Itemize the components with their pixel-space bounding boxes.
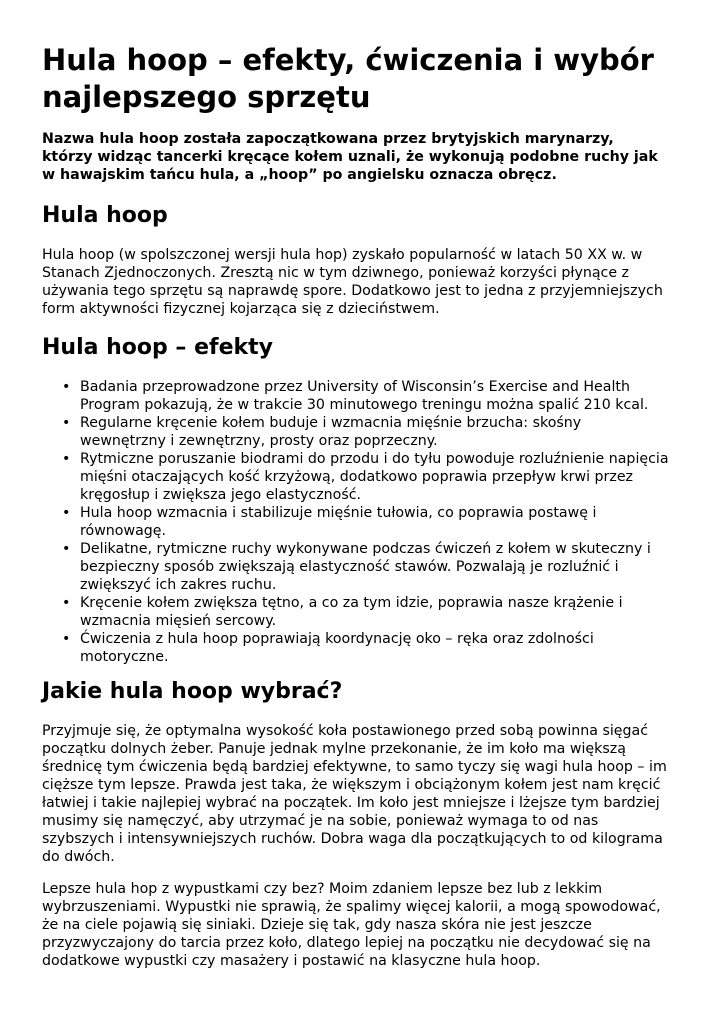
list-item	[80, 540, 669, 594]
benefits-list	[42, 378, 669, 666]
list-item-line: mięśni otaczających kość krzyżową, dodatkowo poprawia przepływ krwi przez	[80, 469, 633, 485]
section-heading-jakie-wybrac: Jakie hula hoop wybrać?	[42, 679, 343, 704]
section1-paragraph	[42, 246, 663, 318]
paragraph-line: Stanach Zjednoczonych. Zresztą nic w tym dziwnego, ponieważ korzyści płynące z	[42, 265, 630, 281]
paragraph-line: szybszych i intensywniejszych ruchów. Dobra waga dla początkujących to od kilograma	[42, 831, 663, 847]
paragraph-line: Lepsze hula hop z wypustkami czy bez? Moim zdaniem lepsze bez lub z lekkim	[42, 881, 603, 897]
title-line: Hula hoop – efekty, ćwiczenia i wybór	[42, 43, 654, 77]
paragraph-line: Przyjmuje się, że optymalna wysokość koła postawionego przed sobą powinna sięgać	[42, 723, 649, 739]
intro-line: w hawajskim tańcu hula, a „hoop” po angielsku oznacza obręcz.	[42, 167, 557, 183]
section-heading-efekty: Hula hoop – efekty	[42, 335, 273, 360]
intro-line: Nazwa hula hoop została zapoczątkowana przez brytyjskich marynarzy,	[42, 131, 614, 147]
paragraph-line: średnicę tym ćwiczenia będą bardziej efektywne, to samo tyczy się wagi hula hoop – im	[42, 759, 667, 775]
paragraph-line: przyzwyczajony do tarcia przez koło, dlatego lepiej na początku nie decydować się na	[42, 935, 651, 951]
paragraph-line: że na ciele pojawią się siniaki. Dzieje się tak, gdy nasza skóra nie jest jeszcze	[42, 917, 592, 933]
list-item-line: wewnętrzny i zewnętrzny, prosty oraz poprzeczny.	[80, 433, 438, 449]
list-item-line: motoryczne.	[80, 649, 169, 665]
paragraph-line: Hula hoop (w spolszczonej wersji hula hop) zyskało popularność w latach 50 XX w. w	[42, 247, 643, 263]
section3-paragraph-2	[42, 880, 661, 970]
paragraph-line: do dwóch.	[42, 849, 115, 865]
list-item-line: Program pokazują, że w trakcie 30 minutowego treningu można spalić 210 kcal.	[80, 397, 649, 413]
list-item-line: • Ćwiczenia z hula hoop poprawiają koordynację oko – ręka oraz zdolności	[80, 631, 594, 647]
paragraph-line: musimy się namęczyć, aby utrzymać je na sobie, ponieważ wymaga to od nas	[42, 813, 599, 829]
section3-paragraph-1	[42, 722, 667, 866]
page-title	[42, 42, 692, 116]
paragraph-line: początku dolnych żeber. Panuje jednak mylne przekonanie, że im koło ma większą	[42, 741, 626, 757]
list-item	[80, 594, 669, 630]
list-item-line: wzmacnia mięsień sercowy.	[80, 613, 277, 629]
section-heading-hula-hoop: Hula hoop	[42, 203, 168, 228]
paragraph-line: wybrzuszeniami. Wypustki nie sprawią, że spalimy więcej kalorii, a mogą spowodować,	[42, 899, 661, 915]
list-item	[80, 504, 669, 540]
list-item-line: zwiększyć ich zakres ruchu.	[80, 577, 277, 593]
intro-paragraph	[42, 130, 658, 184]
intro-line: którzy widząc tancerki kręcące kołem uznali, że wykonują podobne ruchy jak	[42, 149, 658, 165]
list-item-line: • Regularne kręcenie kołem buduje i wzmacnia mięśnie brzucha: skośny	[80, 415, 582, 431]
list-item	[80, 378, 669, 414]
paragraph-line: cięższe tym lepsze. Prawda jest taka, że większym i obciążonym kołem jest nam kręcić	[42, 777, 661, 793]
list-item-line: kręgosłup i zwiększa jego elastyczność.	[80, 487, 362, 503]
list-item-line: • Kręcenie kołem zwiększa tętno, a co za tym idzie, poprawia nasze krążenie i	[80, 595, 623, 611]
paragraph-line: łatwiej i takie najlepiej wybrać na początek. Im koło jest mniejsze i lżejsze tym bardziej	[42, 795, 660, 811]
paragraph-line: form aktywności fizycznej kojarząca się z dzieciństwem.	[42, 301, 440, 317]
list-item	[80, 630, 669, 666]
list-item	[80, 414, 669, 450]
list-item	[80, 450, 669, 504]
list-item-line: • Delikatne, rytmiczne ruchy wykonywane podczas ćwiczeń z kołem w skuteczny i	[80, 541, 651, 557]
list-item-line: równowagę.	[80, 523, 167, 539]
paragraph-line: dodatkowe wypustki czy masażery i postawić na klasyczne hula hoop.	[42, 953, 541, 969]
list-item-line: • Badania przeprowadzone przez University of Wisconsin’s Exercise and Health	[80, 379, 630, 395]
list-item-line: • Rytmiczne poruszanie biodrami do przodu i do tyłu powoduje rozluźnienie napięcia	[80, 451, 669, 467]
list-item-line: bezpieczny sposób zwiększają elastyczność stawów. Pozwalają je rozluźnić i	[80, 559, 619, 575]
paragraph-line: używania tego sprzętu są naprawdę spore. Dodatkowo jest to jedna z przyjemniejszych	[42, 283, 663, 299]
title-line: najlepszego sprzętu	[42, 80, 371, 114]
list-item-line: • Hula hoop wzmacnia i stabilizuje mięśnie tułowia, co poprawia postawę i	[80, 505, 597, 521]
